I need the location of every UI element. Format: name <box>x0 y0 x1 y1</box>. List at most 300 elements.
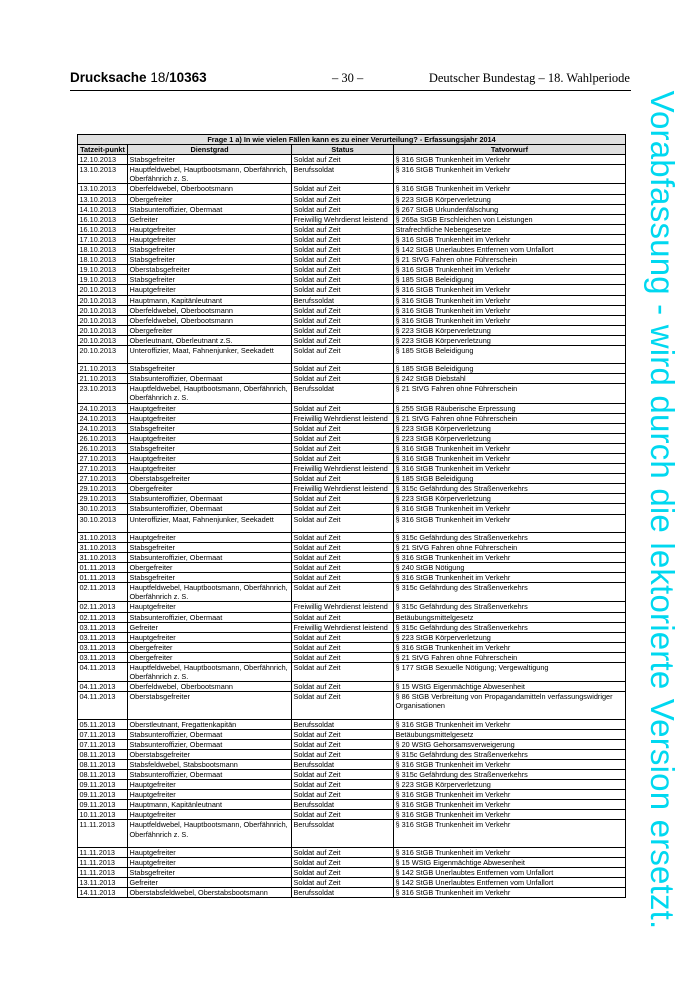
cell-dienstgrad: Hauptgefreiter <box>128 810 292 820</box>
cell-date: 31.10.2013 <box>78 552 128 562</box>
cell-status: Soldat auf Zeit <box>292 583 394 602</box>
cell-status: Soldat auf Zeit <box>292 790 394 800</box>
cell-status: Soldat auf Zeit <box>292 184 394 194</box>
table-row <box>78 652 626 662</box>
table-row <box>78 295 626 305</box>
cell-date: 17.10.2013 <box>78 234 128 244</box>
table-row <box>78 573 626 583</box>
cell-dienstgrad: Stabsgefreiter <box>128 573 292 583</box>
cell-dienstgrad: Oberstabsgefreiter <box>128 692 292 719</box>
parliament-title: Deutscher Bundestag – 18. Wahlperiode <box>428 71 630 85</box>
cell-date: 13.11.2013 <box>78 878 128 888</box>
cell-tatvorwurf: § 316 StGB Trunkenheit im Verkehr <box>394 810 626 820</box>
cell-dienstgrad: Oberleutnant, Oberleutnant z.S. <box>128 335 292 345</box>
cell-tatvorwurf: § 316 StGB Trunkenheit im Verkehr <box>394 295 626 305</box>
cell-dienstgrad: Oberfeldwebel, Oberbootsmann <box>128 682 292 692</box>
cell-dienstgrad: Hauptgefreiter <box>128 790 292 800</box>
table-row <box>78 878 626 888</box>
cell-dienstgrad: Hauptgefreiter <box>128 464 292 474</box>
cell-tatvorwurf: § 185 StGB Beleidigung <box>394 275 626 285</box>
cell-date: 04.11.2013 <box>78 662 128 681</box>
cell-tatvorwurf: § 142 StGB Unerlaubtes Entfernen vom Unfallort <box>394 245 626 255</box>
cell-date: 11.11.2013 <box>78 857 128 867</box>
table-row <box>78 532 626 542</box>
table-row <box>78 759 626 769</box>
cell-dienstgrad: Hauptgefreiter <box>128 632 292 642</box>
cell-tatvorwurf: § 242 StGB Diebstahl <box>394 374 626 384</box>
cell-tatvorwurf: § 255 StGB Räuberische Erpressung <box>394 403 626 413</box>
cell-dienstgrad: Oberstabsgefreiter <box>128 749 292 759</box>
cell-date: 16.10.2013 <box>78 214 128 224</box>
table-row <box>78 384 626 403</box>
cell-dienstgrad: Stabsgefreiter <box>128 423 292 433</box>
column-header-status: Status <box>292 145 394 155</box>
cell-status: Freiwillig Wehrdienst leistend <box>292 214 394 224</box>
cell-status: Soldat auf Zeit <box>292 443 394 453</box>
cell-status: Freiwillig Wehrdienst leistend <box>292 484 394 494</box>
cell-tatvorwurf: § 316 StGB Trunkenheit im Verkehr <box>394 165 626 184</box>
cell-date: 07.11.2013 <box>78 729 128 739</box>
cell-tatvorwurf: § 316 StGB Trunkenheit im Verkehr <box>394 315 626 325</box>
table-row <box>78 454 626 464</box>
cell-tatvorwurf: § 316 StGB Trunkenheit im Verkehr <box>394 443 626 453</box>
table-row <box>78 770 626 780</box>
draft-watermark <box>642 90 682 930</box>
cell-status: Freiwillig Wehrdienst leistend <box>292 622 394 632</box>
cell-status: Berufssoldat <box>292 719 394 729</box>
cell-tatvorwurf: Strafrechtliche Nebengesetze <box>394 224 626 234</box>
cell-date: 27.10.2013 <box>78 464 128 474</box>
cell-date: 23.10.2013 <box>78 384 128 403</box>
table-row <box>78 622 626 632</box>
cell-date: 09.11.2013 <box>78 800 128 810</box>
table-row <box>78 305 626 315</box>
cell-status: Berufssoldat <box>292 384 394 403</box>
cell-dienstgrad: Hauptgefreiter <box>128 403 292 413</box>
table-row <box>78 552 626 562</box>
cell-status: Soldat auf Zeit <box>292 652 394 662</box>
cell-tatvorwurf: § 316 StGB Trunkenheit im Verkehr <box>394 305 626 315</box>
cell-date: 02.11.2013 <box>78 602 128 612</box>
cell-dienstgrad: Unteroffizier, Maat, Fahnenjunker, Seekadett <box>128 345 292 363</box>
cell-tatvorwurf: § 223 StGB Körperverletzung <box>394 494 626 504</box>
cell-dienstgrad: Hauptfeldwebel, Hauptbootsmann, Oberfähnrich, Oberfähnrich z. S. <box>128 662 292 681</box>
cell-status: Soldat auf Zeit <box>292 563 394 573</box>
cell-dienstgrad: Obergefreiter <box>128 642 292 652</box>
cell-dienstgrad: Stabsunteroffizier, Obermaat <box>128 612 292 622</box>
table-row <box>78 800 626 810</box>
cell-tatvorwurf: § 21 StVG Fahren ohne Führerschein <box>394 413 626 423</box>
cell-date: 20.10.2013 <box>78 325 128 335</box>
table-row <box>78 423 626 433</box>
table-row <box>78 184 626 194</box>
cell-date: 20.10.2013 <box>78 295 128 305</box>
table-row <box>78 364 626 374</box>
cell-tatvorwurf: § 185 StGB Beleidigung <box>394 474 626 484</box>
table-row <box>78 888 626 898</box>
cell-tatvorwurf: § 21 StVG Fahren ohne Führerschein <box>394 652 626 662</box>
cell-dienstgrad: Stabsunteroffizier, Obermaat <box>128 204 292 214</box>
cell-date: 01.11.2013 <box>78 573 128 583</box>
cell-tatvorwurf: § 316 StGB Trunkenheit im Verkehr <box>394 820 626 847</box>
table-row <box>78 867 626 877</box>
cell-dienstgrad: Hauptgefreiter <box>128 234 292 244</box>
cell-tatvorwurf: § 185 StGB Beleidigung <box>394 364 626 374</box>
table-row <box>78 285 626 295</box>
cell-dienstgrad: Hauptgefreiter <box>128 532 292 542</box>
table-row <box>78 739 626 749</box>
cell-status: Soldat auf Zeit <box>292 454 394 464</box>
cell-tatvorwurf: § 315c Gefährdung des Straßenverkehrs <box>394 532 626 542</box>
page-number: – 30 – <box>332 71 364 85</box>
table-row <box>78 790 626 800</box>
cell-date: 19.10.2013 <box>78 265 128 275</box>
cell-tatvorwurf: § 316 StGB Trunkenheit im Verkehr <box>394 265 626 275</box>
cell-date: 08.11.2013 <box>78 770 128 780</box>
cell-date: 20.10.2013 <box>78 285 128 295</box>
column-header-dienstgrad: Dienstgrad <box>128 145 292 155</box>
cell-status: Soldat auf Zeit <box>292 573 394 583</box>
cell-status: Soldat auf Zeit <box>292 234 394 244</box>
header-rule <box>70 90 631 91</box>
cell-tatvorwurf: § 316 StGB Trunkenheit im Verkehr <box>394 234 626 244</box>
cell-date: 14.11.2013 <box>78 888 128 898</box>
cell-dienstgrad: Hauptgefreiter <box>128 847 292 857</box>
table-row <box>78 325 626 335</box>
cell-dienstgrad: Stabsgefreiter <box>128 245 292 255</box>
cell-tatvorwurf: § 223 StGB Körperverletzung <box>394 632 626 642</box>
cell-dienstgrad: Oberstabsgefreiter <box>128 474 292 484</box>
cell-dienstgrad: Hauptmann, Kapitänleutnant <box>128 295 292 305</box>
cell-dienstgrad: Oberstleutnant, Fregattenkapitän <box>128 719 292 729</box>
table-row <box>78 464 626 474</box>
watermark-text: Vorabfassung - wird durch die lektorierte Version ersetzt. <box>644 90 681 930</box>
cell-dienstgrad: Hauptfeldwebel, Hauptbootsmann, Oberfähnrich, Oberfähnrich z. S. <box>128 384 292 403</box>
cell-dienstgrad: Stabsgefreiter <box>128 275 292 285</box>
cell-dienstgrad: Stabsgefreiter <box>128 443 292 453</box>
cell-status: Berufssoldat <box>292 759 394 769</box>
cell-status: Soldat auf Zeit <box>292 335 394 345</box>
cell-dienstgrad: Gefreiter <box>128 214 292 224</box>
cell-status: Soldat auf Zeit <box>292 878 394 888</box>
drucksache-label: Drucksache <box>70 70 147 85</box>
cell-tatvorwurf: § 223 StGB Körperverletzung <box>394 325 626 335</box>
cell-dienstgrad: Gefreiter <box>128 878 292 888</box>
cell-date: 02.11.2013 <box>78 583 128 602</box>
cell-status: Soldat auf Zeit <box>292 847 394 857</box>
cell-dienstgrad: Hauptgefreiter <box>128 285 292 295</box>
cell-status: Freiwillig Wehrdienst leistend <box>292 413 394 423</box>
cell-tatvorwurf: § 316 StGB Trunkenheit im Verkehr <box>394 888 626 898</box>
cell-tatvorwurf: § 316 StGB Trunkenheit im Verkehr <box>394 514 626 532</box>
cell-tatvorwurf: § 265a StGB Erschleichen von Leistungen <box>394 214 626 224</box>
cell-date: 29.10.2013 <box>78 484 128 494</box>
cell-date: 04.11.2013 <box>78 682 128 692</box>
table-row <box>78 245 626 255</box>
table-row <box>78 857 626 867</box>
cell-dienstgrad: Oberstabsfeldwebel, Oberstabsbootsmann <box>128 888 292 898</box>
cell-status: Soldat auf Zeit <box>292 474 394 484</box>
cell-date: 01.11.2013 <box>78 563 128 573</box>
table-row <box>78 214 626 224</box>
cell-dienstgrad: Stabsgefreiter <box>128 364 292 374</box>
cell-date: 16.10.2013 <box>78 224 128 234</box>
cell-tatvorwurf: § 223 StGB Körperverletzung <box>394 335 626 345</box>
cell-dienstgrad: Hauptgefreiter <box>128 602 292 612</box>
cell-tatvorwurf: § 15 WStG Eigenmächtige Abwesenheit <box>394 857 626 867</box>
cell-status: Soldat auf Zeit <box>292 275 394 285</box>
cell-tatvorwurf: § 142 StGB Unerlaubtes Entfernen vom Unfallort <box>394 878 626 888</box>
cell-date: 11.11.2013 <box>78 820 128 847</box>
cell-dienstgrad: Gefreiter <box>128 622 292 632</box>
cell-date: 20.10.2013 <box>78 315 128 325</box>
column-header-tatzeitpunkt: Tatzeit-punkt <box>78 145 128 155</box>
cell-tatvorwurf: § 142 StGB Unerlaubtes Entfernen vom Unfallort <box>394 867 626 877</box>
cell-status: Soldat auf Zeit <box>292 345 394 363</box>
cell-date: 29.10.2013 <box>78 494 128 504</box>
cell-date: 27.10.2013 <box>78 454 128 464</box>
cell-date: 24.10.2013 <box>78 423 128 433</box>
cell-status: Soldat auf Zeit <box>292 729 394 739</box>
cell-date: 09.11.2013 <box>78 780 128 790</box>
cell-dienstgrad: Hauptfeldwebel, Hauptbootsmann, Oberfähnrich, Oberfähnrich z. S. <box>128 583 292 602</box>
table-row <box>78 602 626 612</box>
cell-tatvorwurf: § 315c Gefährdung des Straßenverkehrs <box>394 770 626 780</box>
cell-status: Berufssoldat <box>292 800 394 810</box>
cell-dienstgrad: Oberstabsgefreiter <box>128 265 292 275</box>
cell-tatvorwurf: § 315c Gefährdung des Straßenverkehrs <box>394 484 626 494</box>
cell-status: Soldat auf Zeit <box>292 255 394 265</box>
table-row <box>78 847 626 857</box>
table-row <box>78 632 626 642</box>
cell-status: Soldat auf Zeit <box>292 364 394 374</box>
cell-tatvorwurf: § 20 WStG Gehorsamsverweigerung <box>394 739 626 749</box>
cell-dienstgrad: Stabsunteroffizier, Obermaat <box>128 729 292 739</box>
cell-date: 30.10.2013 <box>78 504 128 514</box>
cell-date: 03.11.2013 <box>78 622 128 632</box>
cell-status: Soldat auf Zeit <box>292 305 394 315</box>
cell-date: 13.10.2013 <box>78 194 128 204</box>
cell-dienstgrad: Stabsunteroffizier, Obermaat <box>128 739 292 749</box>
table-row <box>78 494 626 504</box>
cell-tatvorwurf: § 316 StGB Trunkenheit im Verkehr <box>394 464 626 474</box>
cell-date: 21.10.2013 <box>78 374 128 384</box>
cell-date: 11.11.2013 <box>78 847 128 857</box>
cell-dienstgrad: Obergefreiter <box>128 484 292 494</box>
cell-status: Soldat auf Zeit <box>292 433 394 443</box>
table-caption: Frage 1 a) In wie vielen Fällen kann es zu einer Verurteilung? - Erfassungsjahr 2014 <box>78 135 626 145</box>
table-row <box>78 265 626 275</box>
cell-dienstgrad: Stabsunteroffizier, Obermaat <box>128 374 292 384</box>
cell-date: 24.10.2013 <box>78 413 128 423</box>
cell-tatvorwurf: § 15 WStG Eigenmächtige Abwesenheit <box>394 682 626 692</box>
table-row <box>78 820 626 847</box>
cell-tatvorwurf: § 316 StGB Trunkenheit im Verkehr <box>394 573 626 583</box>
table-row <box>78 749 626 759</box>
cell-status: Soldat auf Zeit <box>292 285 394 295</box>
cell-date: 18.10.2013 <box>78 245 128 255</box>
cell-dienstgrad: Hauptgefreiter <box>128 454 292 464</box>
cell-date: 14.10.2013 <box>78 204 128 214</box>
table-row <box>78 255 626 265</box>
cell-status: Soldat auf Zeit <box>292 403 394 413</box>
cell-dienstgrad: Hauptgefreiter <box>128 224 292 234</box>
cell-date: 09.11.2013 <box>78 790 128 800</box>
cell-date: 24.10.2013 <box>78 403 128 413</box>
table-row <box>78 729 626 739</box>
cell-dienstgrad: Hauptgefreiter <box>128 780 292 790</box>
cell-date: 18.10.2013 <box>78 255 128 265</box>
document-number <box>70 70 207 85</box>
cell-tatvorwurf: § 21 StVG Fahren ohne Führerschein <box>394 255 626 265</box>
cell-status: Soldat auf Zeit <box>292 194 394 204</box>
cell-date: 02.11.2013 <box>78 612 128 622</box>
cell-date: 26.10.2013 <box>78 443 128 453</box>
cell-tatvorwurf: § 21 StVG Fahren ohne Führerschein <box>394 542 626 552</box>
table-row <box>78 514 626 532</box>
cell-date: 10.11.2013 <box>78 810 128 820</box>
cell-status: Soldat auf Zeit <box>292 504 394 514</box>
cell-tatvorwurf: § 316 StGB Trunkenheit im Verkehr <box>394 504 626 514</box>
table-row <box>78 204 626 214</box>
cell-tatvorwurf: § 21 StVG Fahren ohne Führerschein <box>394 384 626 403</box>
cell-date: 13.10.2013 <box>78 184 128 194</box>
cell-dienstgrad: Stabsgefreiter <box>128 867 292 877</box>
cell-status: Soldat auf Zeit <box>292 155 394 165</box>
cell-tatvorwurf: § 316 StGB Trunkenheit im Verkehr <box>394 642 626 652</box>
cell-dienstgrad: Hauptgefreiter <box>128 857 292 867</box>
cell-date: 03.11.2013 <box>78 632 128 642</box>
table-row <box>78 504 626 514</box>
cell-tatvorwurf: § 315c Gefährdung des Straßenverkehrs <box>394 583 626 602</box>
table-row <box>78 692 626 719</box>
cell-dienstgrad: Stabsgefreiter <box>128 255 292 265</box>
cell-tatvorwurf: § 316 StGB Trunkenheit im Verkehr <box>394 454 626 464</box>
cell-date: 20.10.2013 <box>78 335 128 345</box>
offense-table <box>77 134 626 898</box>
cell-dienstgrad: Oberfeldwebel, Oberbootsmann <box>128 315 292 325</box>
cell-tatvorwurf: § 177 StGB Sexuelle Nötigung; Vergewaltigung <box>394 662 626 681</box>
cell-status: Soldat auf Zeit <box>292 612 394 622</box>
cell-status: Soldat auf Zeit <box>292 810 394 820</box>
cell-dienstgrad: Stabsunteroffizier, Obermaat <box>128 504 292 514</box>
cell-tatvorwurf: § 316 StGB Trunkenheit im Verkehr <box>394 155 626 165</box>
table-row <box>78 234 626 244</box>
table-row <box>78 612 626 622</box>
cell-date: 21.10.2013 <box>78 364 128 374</box>
cell-status: Soldat auf Zeit <box>292 245 394 255</box>
table-row <box>78 810 626 820</box>
cell-status: Soldat auf Zeit <box>292 325 394 335</box>
cell-tatvorwurf: § 316 StGB Trunkenheit im Verkehr <box>394 790 626 800</box>
table-row <box>78 682 626 692</box>
cell-status: Berufssoldat <box>292 165 394 184</box>
cell-tatvorwurf: § 185 StGB Beleidigung <box>394 345 626 363</box>
cell-date: 31.10.2013 <box>78 532 128 542</box>
cell-dienstgrad: Hauptgefreiter <box>128 433 292 443</box>
cell-date: 20.10.2013 <box>78 305 128 315</box>
cell-dienstgrad: Obergefreiter <box>128 652 292 662</box>
table-row <box>78 403 626 413</box>
cell-dienstgrad: Hauptfeldwebel, Hauptbootsmann, Oberfähnrich, Oberfähnrich z. S. <box>128 820 292 847</box>
table-row <box>78 374 626 384</box>
cell-tatvorwurf: § 223 StGB Körperverletzung <box>394 433 626 443</box>
cell-tatvorwurf: § 223 StGB Körperverletzung <box>394 423 626 433</box>
cell-dienstgrad: Stabsunteroffizier, Obermaat <box>128 494 292 504</box>
period-label: 18/ <box>150 70 170 85</box>
cell-status: Freiwillig Wehrdienst leistend <box>292 602 394 612</box>
cell-status: Soldat auf Zeit <box>292 423 394 433</box>
cell-status: Soldat auf Zeit <box>292 642 394 652</box>
table-body <box>78 155 626 898</box>
cell-status: Soldat auf Zeit <box>292 692 394 719</box>
table-row <box>78 335 626 345</box>
cell-date: 08.11.2013 <box>78 759 128 769</box>
cell-dienstgrad: Obergefreiter <box>128 325 292 335</box>
cell-status: Soldat auf Zeit <box>292 374 394 384</box>
table-row <box>78 443 626 453</box>
cell-tatvorwurf: § 316 StGB Trunkenheit im Verkehr <box>394 847 626 857</box>
cell-dienstgrad: Obergefreiter <box>128 563 292 573</box>
cell-dienstgrad: Oberfeldwebel, Oberbootsmann <box>128 305 292 315</box>
table-row <box>78 583 626 602</box>
cell-date: 03.11.2013 <box>78 642 128 652</box>
drucksache-number: 10363 <box>169 70 207 85</box>
cell-tatvorwurf: Betäubungsmittelgesetz <box>394 612 626 622</box>
table-row <box>78 719 626 729</box>
cell-status: Soldat auf Zeit <box>292 632 394 642</box>
cell-status: Soldat auf Zeit <box>292 494 394 504</box>
cell-date: 26.10.2013 <box>78 433 128 443</box>
cell-status: Soldat auf Zeit <box>292 739 394 749</box>
cell-tatvorwurf: § 316 StGB Trunkenheit im Verkehr <box>394 759 626 769</box>
table-row <box>78 165 626 184</box>
cell-tatvorwurf: § 86 StGB Verbreitung von Propagandamitteln verfassungswidriger Organisationen <box>394 692 626 719</box>
cell-dienstgrad: Obergefreiter <box>128 194 292 204</box>
cell-status: Soldat auf Zeit <box>292 542 394 552</box>
cell-date: 07.11.2013 <box>78 739 128 749</box>
cell-date: 11.11.2013 <box>78 867 128 877</box>
cell-status: Soldat auf Zeit <box>292 532 394 542</box>
cell-dienstgrad: Stabsunteroffizier, Obermaat <box>128 552 292 562</box>
table-row <box>78 642 626 652</box>
cell-status: Soldat auf Zeit <box>292 662 394 681</box>
cell-date: 13.10.2013 <box>78 165 128 184</box>
cell-tatvorwurf: § 316 StGB Trunkenheit im Verkehr <box>394 184 626 194</box>
cell-dienstgrad: Stabsgefreiter <box>128 155 292 165</box>
cell-tatvorwurf: § 316 StGB Trunkenheit im Verkehr <box>394 285 626 295</box>
table-row <box>78 315 626 325</box>
cell-dienstgrad: Stabsgefreiter <box>128 542 292 552</box>
cell-status: Soldat auf Zeit <box>292 315 394 325</box>
cell-status: Freiwillig Wehrdienst leistend <box>292 464 394 474</box>
cell-tatvorwurf: § 316 StGB Trunkenheit im Verkehr <box>394 552 626 562</box>
cell-tatvorwurf: § 315c Gefährdung des Straßenverkehrs <box>394 749 626 759</box>
cell-dienstgrad: Hauptmann, Kapitänleutnant <box>128 800 292 810</box>
cell-date: 27.10.2013 <box>78 474 128 484</box>
table-row <box>78 224 626 234</box>
cell-date: 04.11.2013 <box>78 692 128 719</box>
table-row <box>78 413 626 423</box>
cell-date: 31.10.2013 <box>78 542 128 552</box>
cell-tatvorwurf: § 267 StGB Urkundenfälschung <box>394 204 626 214</box>
cell-tatvorwurf: § 223 StGB Körperverletzung <box>394 780 626 790</box>
cell-date: 30.10.2013 <box>78 514 128 532</box>
table-row <box>78 662 626 681</box>
cell-date: 05.11.2013 <box>78 719 128 729</box>
cell-status: Soldat auf Zeit <box>292 204 394 214</box>
column-header-tatvorwurf: Tatvorwurf <box>394 145 626 155</box>
